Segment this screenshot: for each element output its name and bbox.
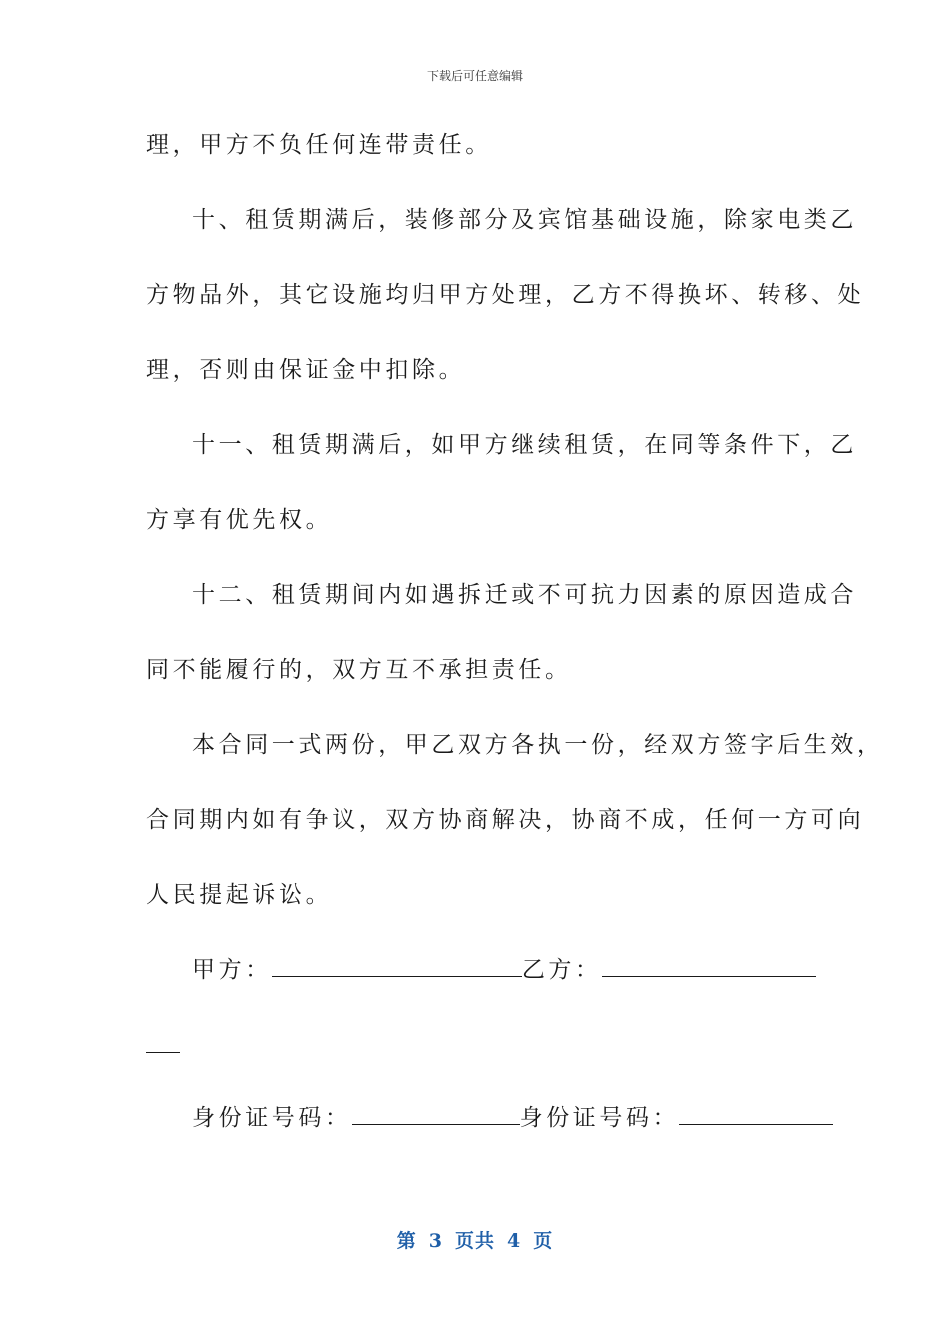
clause-10-line: 十、租赁期满后，装修部分及宾馆基础设施，除家电类乙 <box>192 207 857 233</box>
current-page-number: 3 <box>428 1230 443 1252</box>
closing-clause-line: 本合同一式两份，甲乙双方各执一份，经双方签字后生效， <box>192 732 884 758</box>
clause-12-line: 十二、租赁期间内如遇拆迁或不可抗力因素的原因造成合 <box>192 582 857 608</box>
page-header: 下载后可任意编辑 <box>426 69 523 83</box>
footer-prefix: 第 <box>396 1230 417 1252</box>
party-signature-row <box>192 955 816 985</box>
id-b-label: 身份证号码： <box>519 1105 680 1131</box>
party-b-label: 乙方： <box>521 957 602 983</box>
party-a-blank <box>272 956 522 977</box>
party-a-label: 甲方： <box>192 957 272 983</box>
footer-middle: 页共 <box>454 1230 495 1252</box>
party-b-blank <box>602 956 816 977</box>
paragraph-line: 方享有优先权。 <box>146 507 333 533</box>
paragraph-line: 理，甲方不负任何连带责任。 <box>146 132 492 158</box>
page-footer <box>0 1226 950 1253</box>
id-a-blank <box>352 1104 520 1125</box>
paragraph-line: 方物品外，其它设施均归甲方处理，乙方不得换坏、转移、处 <box>146 282 865 308</box>
clause-11-line: 十一、租赁期满后，如甲方继续租赁，在同等条件下，乙 <box>192 432 857 458</box>
footer-suffix: 页 <box>533 1230 554 1252</box>
id-b-blank <box>679 1104 833 1125</box>
id-a-label: 身份证号码： <box>192 1105 352 1131</box>
paragraph-line: 人民提起诉讼。 <box>146 882 333 908</box>
paragraph-line: 合同期内如有争议，双方协商解决，协商不成，任何一方可向 <box>146 807 865 833</box>
paragraph-line: 同不能履行的，双方互不承担责任。 <box>146 657 572 683</box>
paragraph-line: 理，否则由保证金中扣除。 <box>146 357 466 383</box>
party-b-blank-continuation <box>146 1052 180 1053</box>
id-number-row <box>192 1103 833 1133</box>
total-page-number: 4 <box>507 1230 522 1252</box>
